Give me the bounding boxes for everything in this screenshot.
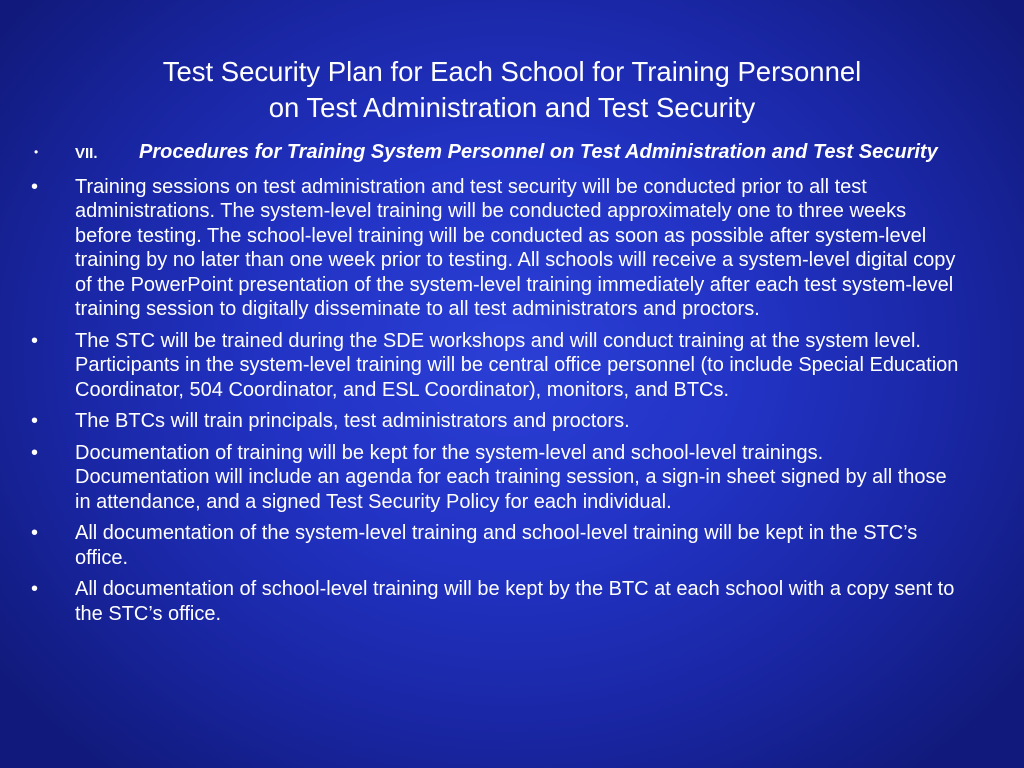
list-item <box>30 329 960 403</box>
bullet-icon: • <box>34 145 39 159</box>
bullet-list <box>30 140 960 633</box>
list-item <box>30 175 960 322</box>
list-item-text: All documentation of the system-level training and school-level training will be kept in the STC’s office. <box>75 522 918 569</box>
list-item-text: Training sessions on test administration and test security will be conducted prior to all test administrations. The system-level training will be conducted approximately one to three weeks before testing. The school-level training will be conducted as soon as possible after system-level training by no later than one week prior to testing. All schools will receive a system-level digital copy of the PowerPoint presentation of the system-level training immediately after each test system-level training session to digitally disseminate to all test administrators and proctors. <box>75 175 956 320</box>
bullet-icon: • <box>31 522 39 544</box>
list-item-text: The STC will be trained during the SDE workshops and will conduct training at the system level. Participants in the system-level training will be central office personnel (to include Special Education Coordinator, 504 Coordinator, and ESL Coordinator), monitors, and BTCs. <box>75 329 959 401</box>
bullet-icon: • <box>31 578 39 600</box>
list-item <box>30 441 960 515</box>
section-numeral: VII. <box>75 145 98 162</box>
list-item <box>30 577 960 626</box>
bullet-icon: • <box>31 441 39 464</box>
list-item <box>30 521 960 570</box>
list-item <box>30 409 960 434</box>
section-heading: Procedures for Training System Personnel on Test Administration and Test Security <box>139 141 938 163</box>
bullet-icon: • <box>31 329 39 352</box>
list-item-text: Documentation of training will be kept for the system-level and school-level trainings. Documentation will include an agenda for each training session, a sign-in sheet signed by all those in attendance, and a signed Test Security Policy for each individual. <box>75 441 947 513</box>
slide-title-line-2: on Test Administration and Test Security <box>268 92 756 123</box>
list-item-text: The BTCs will train principals, test administrators and proctors. <box>75 410 630 432</box>
slide-title-line-1: Test Security Plan for Each School for Training Personnel <box>162 56 862 87</box>
bullet-icon: • <box>31 410 39 432</box>
section-heading-item <box>30 140 960 167</box>
bullet-icon: • <box>31 175 39 198</box>
list-item-text: All documentation of school-level training will be kept by the BTC at each school with a copy sent to the STC’s office. <box>75 578 955 625</box>
slide-title <box>0 54 1024 126</box>
